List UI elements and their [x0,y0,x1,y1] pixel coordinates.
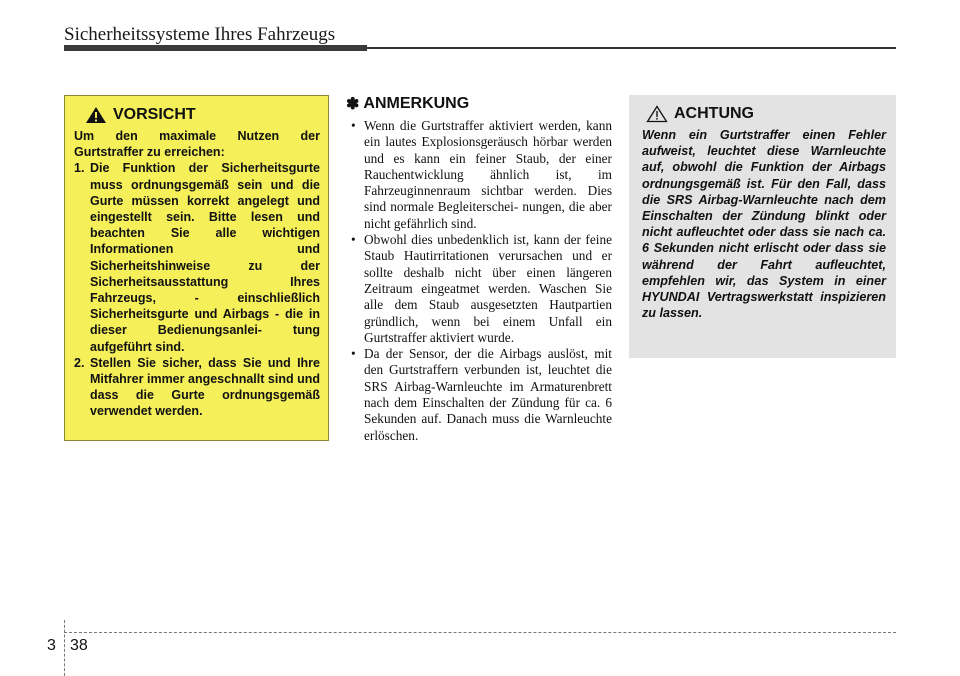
list-item-text: Stellen Sie sicher, dass Sie und Ihre Mitfahrer immer angeschnallt sind und dass die Gurte ordnungsgemäß verwendet werden. [90,355,320,419]
bullet-icon: • [351,346,356,362]
list-item-number: 2. [74,355,85,370]
footer-divider [64,620,65,676]
star-icon: ✽ [346,96,360,113]
chapter-number: 3 [47,637,56,654]
warning-triangle-icon [646,105,668,123]
anmerkung-list [346,118,612,444]
header-title: Sicherheitssysteme Ihres Fahrzeugs [64,24,336,45]
header-rule-accent [64,45,367,51]
anmerkung-title: ANMERKUNG [363,95,470,112]
list-item-text: Da der Sensor, der die Airbags auslöst, mit den Gurtstraffern verbunden ist, leuchtet die SRS Airbag-Warnleuchte im Armaturenbrett nach dem Einschalten der Zündung für ca. 6 Sekunden auf. Danach muss die Warnleuchte erlöschen. [364,346,612,443]
bullet-icon: • [351,232,356,248]
vorsicht-lead: Um den maximale Nutzen der Gurtstraffer zu erreichen: [74,129,320,160]
achtung-heading [646,105,886,123]
list-item [346,232,612,346]
footer-rule [64,632,896,633]
achtung-box [629,95,896,358]
page-number: 38 [70,637,88,654]
warning-triangle-icon [85,106,107,124]
vorsicht-heading [85,106,320,124]
list-item [346,118,612,232]
anmerkung-section [346,94,612,444]
achtung-title: ACHTUNG [674,105,754,122]
list-item-text: Obwohl dies unbedenklich ist, kann der feine Staub Hautirritationen verursachen und er sollte deshalb nicht über einen längeren Zeitraum eingeatmet werden. Waschen Sie alle dem Staub ausgesetzten Hautpartien gründlich, wenn bei einem Unfall ein Gurtstraffer aktiviert wurde. [364,232,612,345]
list-item-text: Die Funktion der Sicherheitsgurte muss ordnungsgemäß sein und die Gurte müssen korrekt angelegt und eingestellt sein. Bitte lesen und beachten Sie alle wichtigen Informationen und Sicherheitshinweise zu der Sicherheitsausstattung Ihres Fahrzeugs, - einschließlich Sicherheitsgurte und Airbags - die in dieser Bedienungsanlei- tung aufgeführt sind. [90,161,320,354]
list-item-text: Wenn die Gurtstraffer aktiviert werden, kann ein lautes Explosionsgeräusch hörbar werden und es kann ein feiner Staub, der einer Rauchentwicklung ähnlich ist, im Fahrzeuginnenraum sichtbar werden. Dies sind normale Begleiterschei- nungen, die aber nicht gefährlich sind. [364,118,612,231]
anmerkung-heading [346,94,612,114]
bullet-icon: • [351,118,356,133]
list-item [74,160,320,354]
list-item-number: 1. [74,161,85,176]
vorsicht-body [74,128,320,420]
achtung-body: Wenn ein Gurtstraffer einen Fehler aufweist, leuchtet diese Warnleuchte auf, obwohl die Funktion der Airbags ordnungsgemäß ist. Für den Fall, dass die SRS Airbag-Warnleuchte nach dem Einschalten der Zündung blinkt oder nicht aufleuchtet oder dass sie nach ca. 6 Sekunden nicht erlischt oder dass sie während der Fahrt aufleuchtet, empfehlen wir, das System in einer HYUNDAI Vertragswerkstatt inspizieren zu lassen. [642,128,886,321]
vorsicht-box [64,95,329,441]
vorsicht-list [74,160,320,419]
vorsicht-title: VORSICHT [113,106,196,123]
list-item [74,355,320,420]
list-item [346,346,612,444]
